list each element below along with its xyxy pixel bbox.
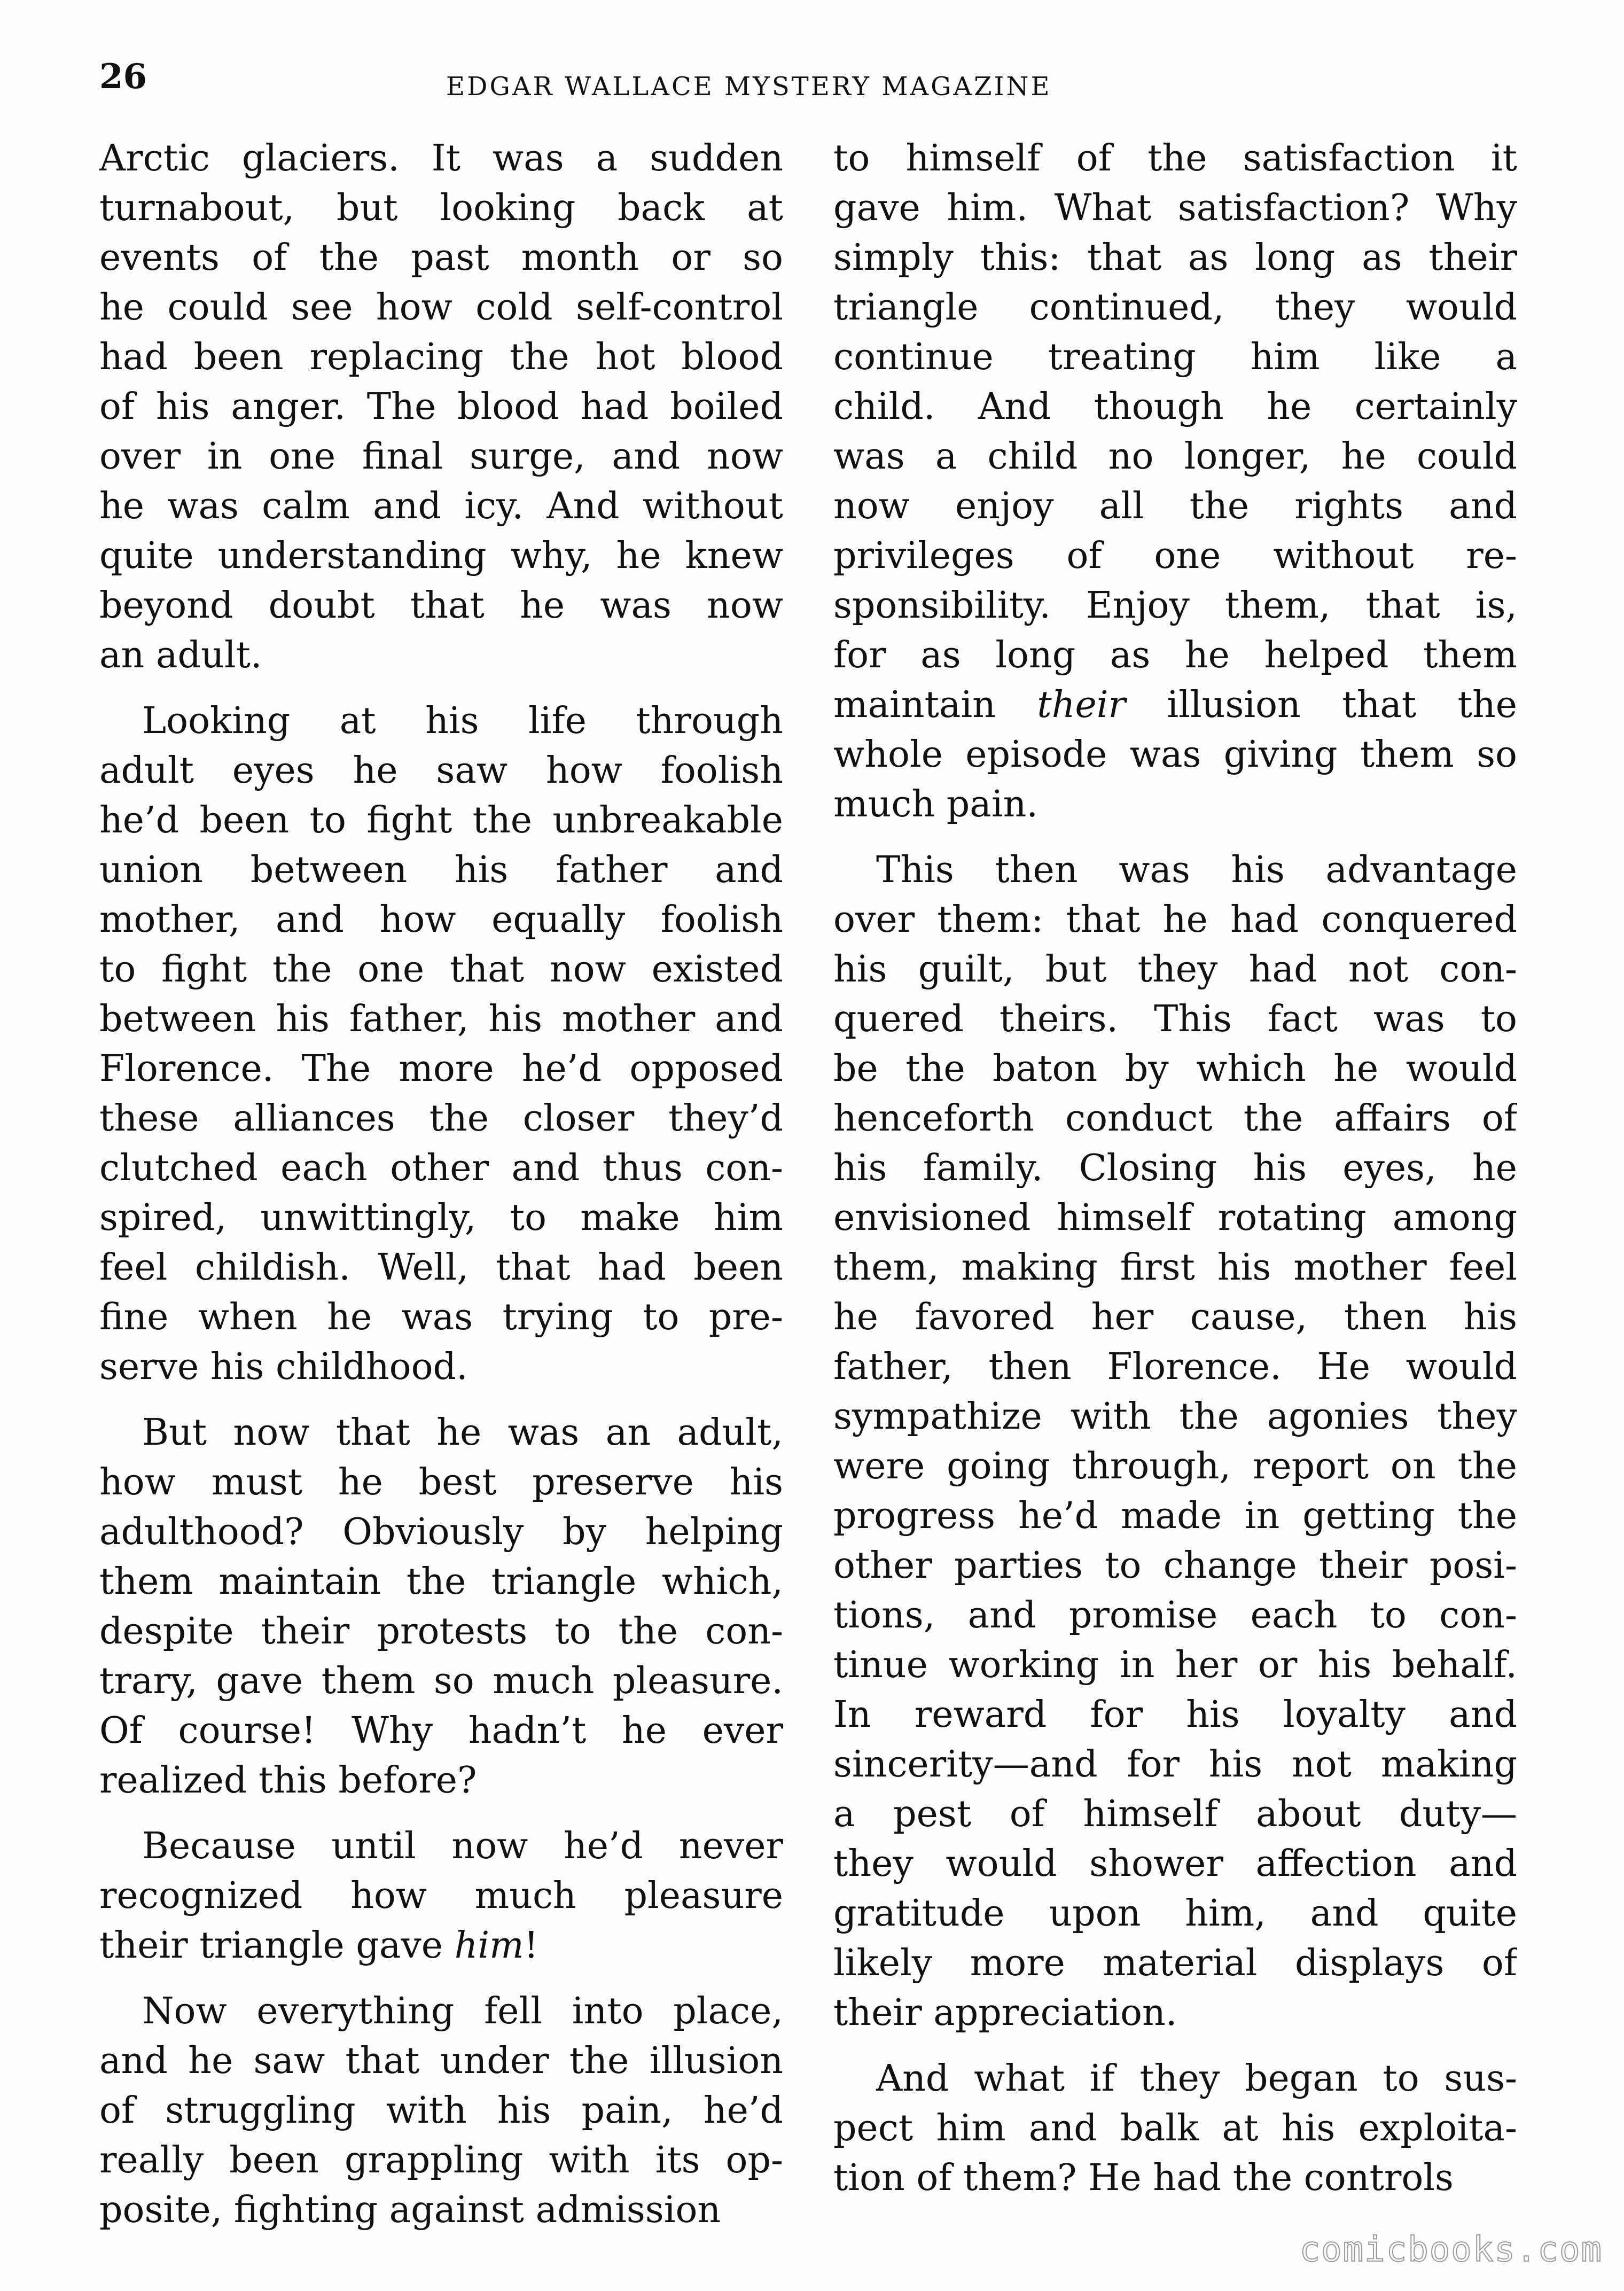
text-line: sincerity—and for his not making [833,1743,1517,1786]
text-line: And what if they began to sus- [876,2058,1517,2100]
text-line: over in one final surge, and now [99,435,783,478]
text-line: was a child no longer, he could [833,435,1517,478]
text-line: adulthood? Obviously by helping [99,1511,783,1553]
text-line: of his anger. The blood had boiled [99,386,783,428]
paragraph [99,1821,783,1970]
text-line: father, then Florence. He would [833,1346,1517,1388]
text-line: triangle continued, they would [833,286,1517,329]
right-text-column [833,134,1517,2219]
text-line: of struggling with his pain, he’d [99,2090,783,2132]
text-line: quered theirs. This fact was to [833,998,1517,1040]
text-line: despite their protests to the con- [99,1610,783,1653]
text-line: them, making first his mother feel [833,1246,1517,1289]
text-line: serve his childhood. [99,1346,468,1388]
text-line: likely more material displays of [833,1942,1517,1984]
text-line: pect him and balk at his exploita- [833,2107,1517,2149]
text-line: these alliances the closer they’d [99,1097,783,1140]
text-line: clutched each other and thus con- [99,1147,783,1189]
text-line: trary, gave them so much pleasure. [99,1660,783,1702]
text-line: to fight the one that now existed [99,948,783,991]
text-line: whole episode was giving them so [833,734,1517,776]
text-line: an adult. [99,634,262,676]
text-line: envisioned himself rotating among [833,1197,1517,1239]
text-line: gave him. What satisfaction? Why [833,187,1517,229]
text-line: other parties to change their posi- [833,1545,1517,1587]
page-number: 26 [99,57,147,97]
running-head: EDGAR WALLACE MYSTERY MAGAZINE [446,72,1052,102]
text-line: feel childish. Well, that had been [99,1246,783,1289]
text-line: were going through, report on the [833,1445,1517,1487]
text-line: them maintain the triangle which, [99,1561,783,1603]
text-line: In reward for his loyalty and [833,1694,1517,1736]
text-line: maintain their illusion that the [833,684,1517,726]
text-line: over them: that he had conquered [833,899,1517,941]
watermark: comicbooks.com [1299,2230,1603,2270]
text-line: simply this: that as long as their [833,237,1517,279]
text-line: privileges of one without re- [833,535,1517,577]
text-line: This then was his advantage [876,849,1517,891]
text-line: But now that he was an adult, [142,1412,783,1454]
text-line: his family. Closing his eyes, he [833,1147,1517,1189]
text-line: a pest of himself about duty— [833,1793,1517,1835]
text-line: spired, unwittingly, to make him [99,1197,783,1239]
paragraph [833,2054,1517,2203]
paragraph [99,696,783,1392]
text-line: really been grappling with its op- [99,2139,783,2181]
text-line: Of course! Why hadn’t he ever [99,1710,783,1752]
text-line: recognized how much pleasure [99,1875,783,1917]
text-line: progress he’d made in getting the [833,1495,1517,1537]
text-line: much pain. [833,783,1038,825]
text-line: sponsibility. Enjoy them, that is, [833,585,1517,627]
text-line: their appreciation. [833,1992,1177,2034]
text-line: their triangle gave him! [99,1924,538,1967]
text-line: tinue working in her or his behalf. [833,1644,1517,1686]
text-line: events of the past month or so [99,237,783,279]
text-line: and he saw that under the illusion [99,2040,783,2082]
text-line: Arctic glaciers. It was a sudden [99,137,783,180]
text-line: sympathize with the agonies they [833,1396,1517,1438]
text-line: child. And though he certainly [833,386,1517,428]
text-line: to himself of the satisfaction it [833,137,1517,180]
text-line: had been replacing the hot blood [99,336,783,378]
text-line: Now everything fell into place, [142,1990,783,2032]
text-line: Looking at his life through [142,700,783,742]
text-line: union between his father and [99,849,783,891]
paragraph [99,1986,783,2235]
text-line: now enjoy all the rights and [833,485,1517,527]
paragraph [99,1408,783,1805]
text-line: they would shower affection and [833,1843,1517,1885]
text-line: henceforth conduct the affairs of [833,1097,1517,1140]
text-line: tions, and promise each to con- [833,1594,1517,1637]
text-line: realized this before? [99,1759,477,1802]
text-line: posite, fighting against admission [99,2189,721,2231]
text-line: fine when he was trying to pre- [99,1296,783,1338]
text-line: he could see how cold self-control [99,286,783,329]
paragraph [833,845,1517,2038]
text-line: for as long as he helped them [833,634,1517,676]
text-line: quite understanding why, he knew [99,535,783,577]
text-line: he was calm and icy. And without [99,485,783,527]
text-line: adult eyes he saw how foolish [99,750,783,792]
text-line: be the baton by which he would [833,1048,1517,1090]
text-line: turnabout, but looking back at [99,187,783,229]
text-line: between his father, his mother and [99,998,783,1040]
text-line: continue treating him like a [833,336,1517,378]
paragraph [833,134,1517,829]
text-line: Because until now he’d never [142,1825,783,1867]
text-line: gratitude upon him, and quite [833,1892,1517,1935]
text-line: beyond doubt that he was now [99,585,783,627]
text-line: he favored her cause, then his [833,1296,1517,1338]
text-line: tion of them? He had the controls [833,2157,1454,2199]
text-line: he’d been to fight the unbreakable [99,799,783,841]
paragraph [99,134,783,680]
text-line: mother, and how equally foolish [99,899,783,941]
text-line: his guilt, but they had not con- [833,948,1517,991]
text-line: how must he best preserve his [99,1461,783,1503]
text-line: Florence. The more he’d opposed [99,1048,783,1090]
left-text-column [99,134,783,2251]
